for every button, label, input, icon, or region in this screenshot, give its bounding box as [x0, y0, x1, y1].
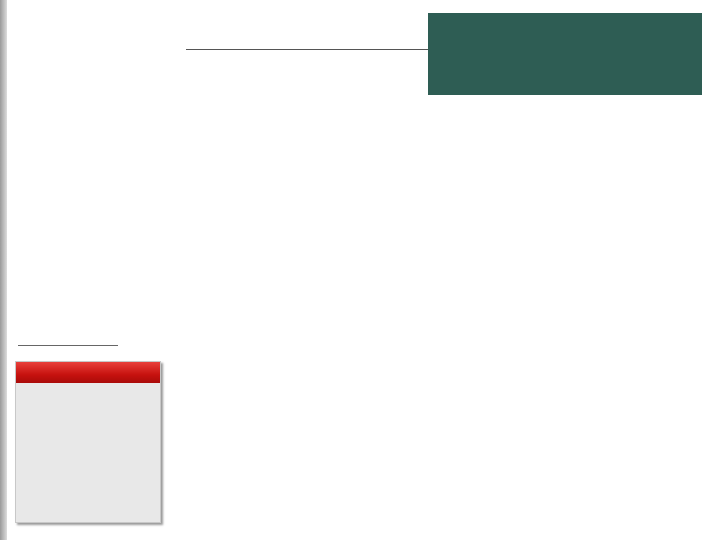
callout-box	[428, 13, 702, 95]
user-menu-header	[16, 362, 160, 383]
user-menu	[15, 361, 161, 523]
title-divider	[186, 49, 431, 50]
page-edge-shadow	[0, 0, 7, 540]
divider	[18, 345, 118, 346]
